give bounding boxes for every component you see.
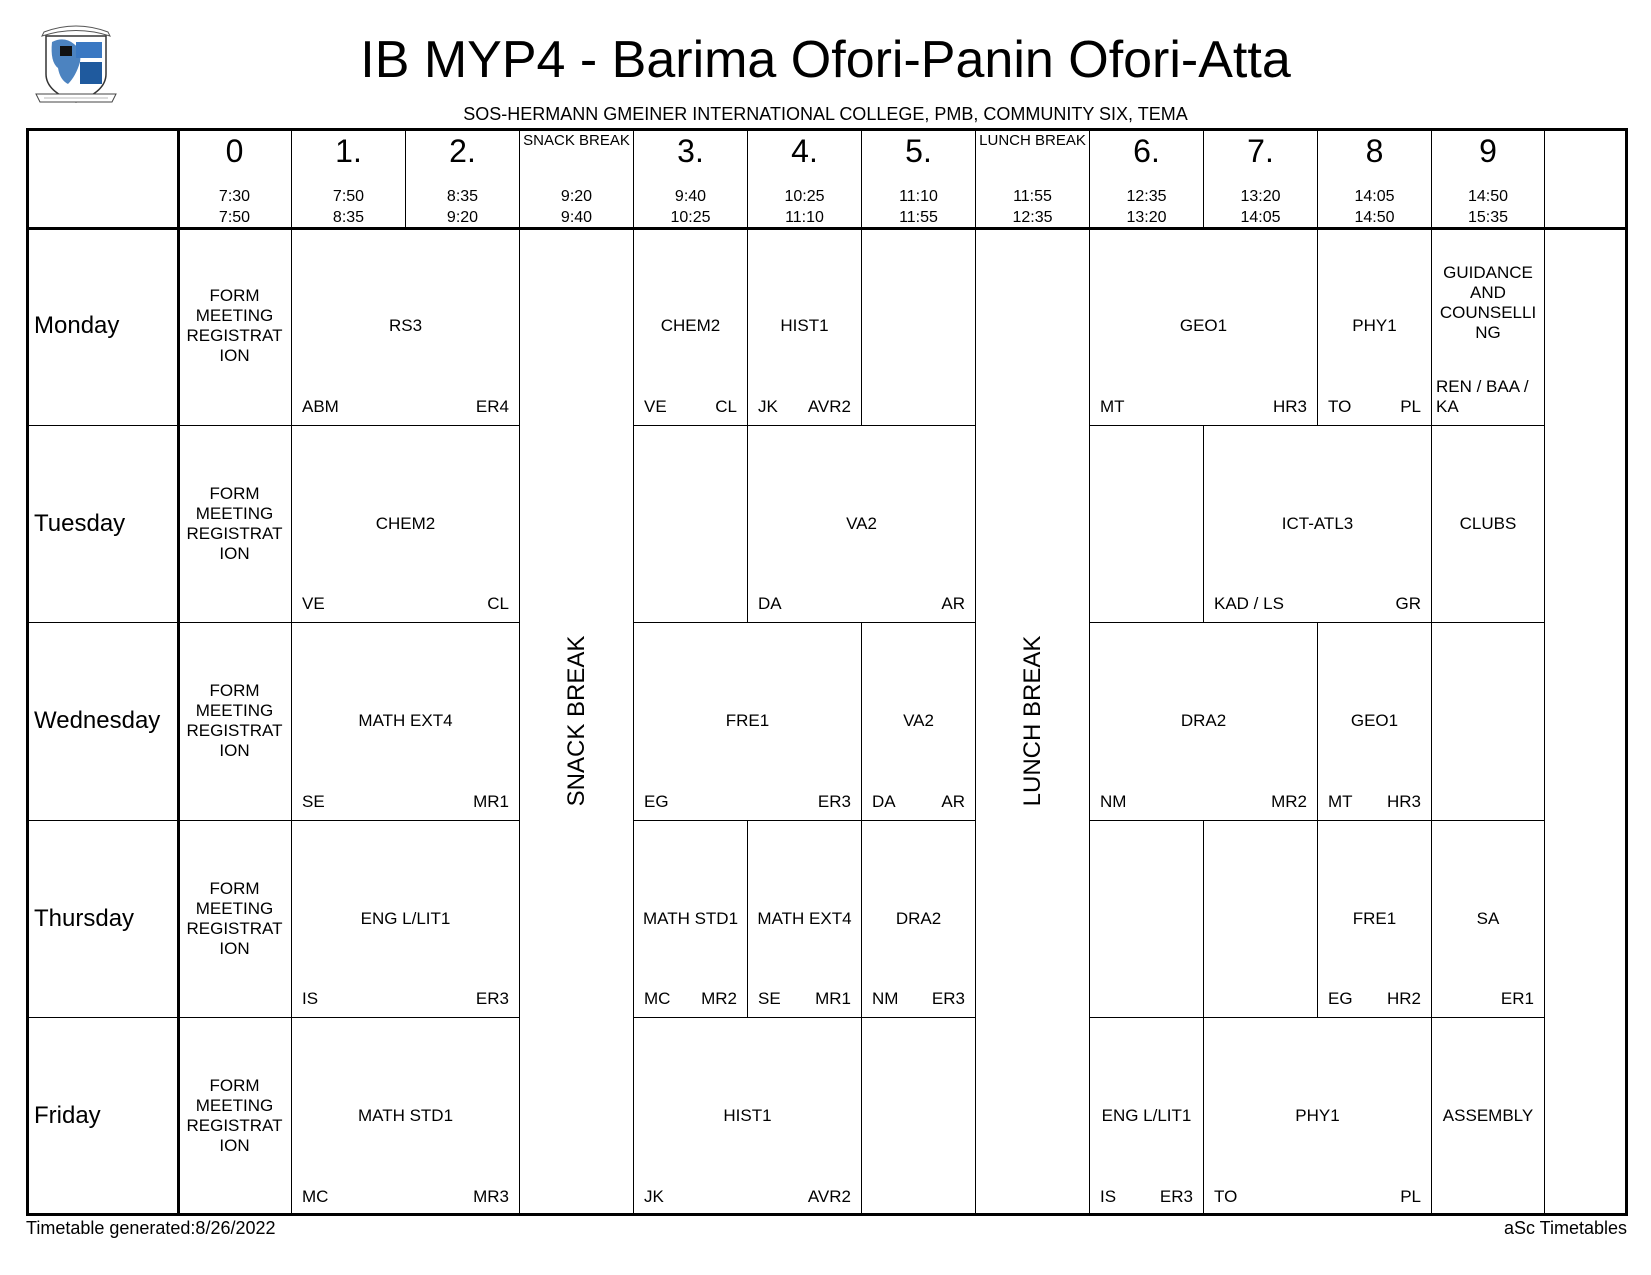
lesson-subject: HIST1 <box>723 1106 772 1126</box>
lesson-cell[interactable] <box>1090 1018 1204 1216</box>
lunch-break-column <box>976 228 1090 1216</box>
lesson-cell[interactable] <box>178 821 292 1019</box>
period-start-time: 14:50 <box>1467 188 1509 205</box>
period-end-time: 13:20 <box>1126 209 1167 226</box>
day-column-divider <box>177 128 180 1216</box>
lesson-cell[interactable] <box>862 623 976 821</box>
lesson-cell[interactable] <box>862 228 976 426</box>
lesson-teacher: NM <box>872 989 899 1008</box>
lesson-room: HR2 <box>1386 989 1421 1008</box>
lesson-room: HR3 <box>1272 396 1307 416</box>
lesson-cell[interactable] <box>1432 623 1545 821</box>
lesson-subject: MATH EXT4 <box>757 908 852 928</box>
lesson-subject: ICT-ATL3 <box>1281 513 1354 533</box>
day-label: Monday <box>34 312 120 340</box>
period-header <box>862 128 976 228</box>
day-row-header <box>26 426 178 624</box>
timetable-grid <box>26 128 1628 1216</box>
lesson-room: MR3 <box>473 1186 509 1206</box>
lesson-teacher: ABM <box>302 396 339 416</box>
period-label: 4. <box>791 133 818 169</box>
period-header <box>1432 128 1545 228</box>
period-time <box>406 186 519 228</box>
lesson-subject: FRE1 <box>1352 908 1397 928</box>
day-label: Thursday <box>34 904 135 932</box>
lesson-room: AVR2 <box>807 396 851 416</box>
lesson-subject: MATH STD1 <box>642 908 739 928</box>
lesson-subject: FORM MEETING REGISTRAT ION <box>186 1076 283 1156</box>
lesson-cell[interactable] <box>1318 623 1432 821</box>
day-row-header <box>26 1018 178 1216</box>
lesson-room: PL <box>1400 396 1421 416</box>
lesson-room: ER3 <box>817 791 851 811</box>
page-title: IB MYP4 - Barima Ofori-Panin Ofori-Atta <box>360 31 1291 89</box>
lesson-cell[interactable] <box>292 426 520 624</box>
lesson-teacher: MT <box>1328 791 1353 811</box>
grid-corner-cell <box>26 128 178 228</box>
lesson-cell[interactable] <box>862 1018 976 1216</box>
period-end-time: 11:10 <box>785 209 824 226</box>
lesson-cell[interactable] <box>1432 228 1545 426</box>
period-header <box>520 128 634 228</box>
period-start-time: 11:55 <box>1013 188 1052 205</box>
lesson-cell[interactable] <box>1432 426 1545 624</box>
period-end-time: 14:05 <box>1240 209 1281 226</box>
lesson-subject: VA2 <box>903 711 934 731</box>
lesson-subject: PHY1 <box>1352 316 1397 336</box>
footer-brand: aSc Timetables <box>1503 1218 1627 1238</box>
lesson-room: HR3 <box>1386 791 1421 811</box>
lesson-subject: FORM MEETING REGISTRAT ION <box>186 286 283 366</box>
period-time <box>1432 186 1544 228</box>
lesson-subject: GEO1 <box>1179 316 1228 336</box>
period-label: 3. <box>677 133 704 169</box>
period-header <box>292 128 406 228</box>
lesson-cell[interactable] <box>634 1018 862 1216</box>
period-start-time: 9:40 <box>674 188 707 205</box>
lesson-subject: CHEM2 <box>375 513 436 533</box>
lesson-subject: SA <box>1476 908 1500 928</box>
period-end-time: 15:35 <box>1467 209 1509 226</box>
lesson-subject: FRE1 <box>725 711 770 731</box>
lesson-cell[interactable] <box>292 623 520 821</box>
lesson-teacher: NM <box>1100 791 1127 811</box>
period-header <box>748 128 862 228</box>
lesson-room: PL <box>1400 1186 1421 1206</box>
lesson-cell[interactable] <box>748 426 976 624</box>
period-start-time: 11:10 <box>899 188 938 205</box>
lesson-subject: CLUBS <box>1459 513 1517 533</box>
lesson-subject: FORM MEETING REGISTRAT ION <box>186 878 283 958</box>
period-time <box>748 186 861 228</box>
period-header <box>1090 128 1204 228</box>
lesson-cell[interactable] <box>1204 426 1432 624</box>
lesson-subject: MATH EXT4 <box>358 711 453 731</box>
lesson-subject: PHY1 <box>1295 1106 1340 1126</box>
period-start-time: 9:20 <box>560 188 593 205</box>
lesson-cell[interactable] <box>1090 821 1204 1019</box>
day-label: Wednesday <box>34 707 161 735</box>
lesson-room: CL <box>487 594 509 613</box>
period-label: 8 <box>1365 133 1384 169</box>
period-header <box>406 128 520 228</box>
lesson-room: MR2 <box>701 989 737 1008</box>
lesson-subject: GUIDANCE AND COUNSELLI NG <box>1439 262 1537 342</box>
lesson-room: MR1 <box>473 791 509 811</box>
lesson-teacher: EG <box>644 791 669 811</box>
lesson-teacher: TO <box>1214 1186 1238 1206</box>
lesson-cell[interactable] <box>1318 228 1432 426</box>
lesson-room: ER4 <box>475 396 509 416</box>
lunch-break-label: LUNCH BREAK <box>1018 635 1046 807</box>
period-header <box>1318 128 1432 228</box>
lesson-room: CL <box>715 396 737 416</box>
lesson-cell[interactable] <box>1432 1018 1545 1216</box>
period-end-time: 14:50 <box>1354 209 1395 226</box>
period-header <box>1204 128 1318 228</box>
lesson-cell[interactable] <box>292 821 520 1019</box>
period-label: 2. <box>449 133 476 169</box>
lesson-room: MR1 <box>815 989 851 1008</box>
lesson-teacher: IS <box>1100 1186 1117 1206</box>
lesson-room: MR2 <box>1271 791 1307 811</box>
lesson-subject: GEO1 <box>1350 711 1399 731</box>
lesson-subject: DRA2 <box>895 908 942 928</box>
lesson-teacher: KAD / LS <box>1214 594 1284 613</box>
lesson-cell[interactable] <box>1090 426 1204 624</box>
period-label: 1. <box>335 133 362 169</box>
period-end-time: 12:35 <box>1012 209 1053 226</box>
lesson-subject: CHEM2 <box>660 316 721 336</box>
lesson-subject: RS3 <box>388 316 423 336</box>
period-header <box>634 128 748 228</box>
period-start-time: 8:35 <box>446 188 479 205</box>
lesson-room: AVR2 <box>807 1186 851 1206</box>
lesson-cell[interactable] <box>748 821 862 1019</box>
period-end-time: 8:35 <box>332 209 365 226</box>
lesson-cell[interactable] <box>634 623 862 821</box>
lesson-room: AR <box>941 791 965 811</box>
lesson-room: ER3 <box>475 989 509 1008</box>
lesson-teacher: EG <box>1328 989 1353 1008</box>
period-time <box>976 186 1089 228</box>
day-label: Friday <box>34 1102 101 1130</box>
day-row-header <box>26 623 178 821</box>
period-header <box>178 128 292 228</box>
lesson-teacher: MT <box>1100 396 1125 416</box>
lesson-cell[interactable] <box>634 228 748 426</box>
lesson-subject: HIST1 <box>780 316 829 336</box>
period-end-time: 10:25 <box>670 209 711 226</box>
period-time <box>178 186 291 228</box>
lesson-teacher: MC <box>302 1186 329 1206</box>
period-end-time: 9:20 <box>446 209 479 226</box>
lesson-cell[interactable] <box>1432 821 1545 1019</box>
lesson-teacher: VE <box>644 396 667 416</box>
lesson-subject: FORM MEETING REGISTRAT ION <box>186 681 283 761</box>
lesson-cell[interactable] <box>1318 821 1432 1019</box>
lesson-teacher: DA <box>872 791 896 811</box>
lesson-room: GR <box>1395 594 1421 613</box>
lesson-cell[interactable] <box>862 821 976 1019</box>
lesson-cell[interactable] <box>748 228 862 426</box>
lesson-subject: VA2 <box>846 513 877 533</box>
lesson-room: ER3 <box>1159 1186 1193 1206</box>
lesson-subject: MATH STD1 <box>357 1106 454 1126</box>
lesson-cell[interactable] <box>178 1018 292 1216</box>
day-row-header <box>26 821 178 1019</box>
period-end-time: 9:40 <box>560 209 593 226</box>
lesson-cell[interactable] <box>292 228 520 426</box>
snack-break-column <box>520 228 634 1216</box>
period-time <box>1204 186 1317 228</box>
period-time <box>1318 186 1431 228</box>
period-time <box>634 186 747 228</box>
lesson-cell[interactable] <box>292 1018 520 1216</box>
lesson-subject: ASSEMBLY <box>1442 1106 1534 1126</box>
lesson-subject: FORM MEETING REGISTRAT ION <box>186 483 283 563</box>
lesson-cell[interactable] <box>634 821 748 1019</box>
lesson-cell[interactable] <box>1204 821 1318 1019</box>
period-label: 7. <box>1247 133 1274 169</box>
day-label: Tuesday <box>34 509 126 537</box>
lesson-teacher: JK <box>758 396 778 416</box>
period-end-time: 11:55 <box>899 209 938 226</box>
lesson-teacher: MC <box>644 989 671 1008</box>
lesson-room: ER1 <box>1500 989 1534 1008</box>
lesson-room: AR <box>941 594 965 613</box>
lesson-cell[interactable] <box>1204 1018 1432 1216</box>
lesson-teacher: DA <box>758 594 782 613</box>
period-start-time: 12:35 <box>1126 188 1167 205</box>
lesson-teacher: TO <box>1328 396 1352 416</box>
lesson-cell[interactable] <box>1090 623 1318 821</box>
lesson-teacher: JK <box>644 1186 664 1206</box>
lesson-subject: ENG L/LIT1 <box>360 908 451 928</box>
day-row-header <box>26 228 178 426</box>
period-time <box>1090 186 1203 228</box>
lesson-teacher: SE <box>758 989 781 1008</box>
period-start-time: 7:30 <box>218 188 251 205</box>
lesson-cell[interactable] <box>178 228 292 426</box>
lesson-room: ER3 <box>931 989 965 1008</box>
header-divider <box>26 227 1628 230</box>
school-subtitle: SOS-HERMANN GMEINER INTERNATIONAL COLLEGE, PMB, COMMUNITY SIX, TEMA <box>463 104 1188 124</box>
period-start-time: 10:25 <box>784 188 825 205</box>
period-label: LUNCH BREAK <box>979 132 1086 149</box>
period-header <box>976 128 1090 228</box>
period-label: SNACK BREAK <box>523 132 630 149</box>
lesson-teacher: VE <box>302 594 325 613</box>
lesson-subject: DRA2 <box>1180 711 1227 731</box>
lesson-teacher: REN / BAA / KA <box>1436 376 1529 416</box>
period-label: 9 <box>1479 133 1497 169</box>
lesson-teacher: IS <box>302 989 319 1008</box>
period-time <box>862 186 975 228</box>
timetable-generated-date: Timetable generated:8/26/2022 <box>26 1218 276 1238</box>
lesson-cell[interactable] <box>634 426 748 624</box>
lesson-teacher: SE <box>302 791 325 811</box>
lesson-cell[interactable] <box>178 623 292 821</box>
period-label: 6. <box>1133 133 1160 169</box>
period-label: 5. <box>905 133 932 169</box>
lesson-subject: ENG L/LIT1 <box>1101 1106 1192 1126</box>
period-start-time: 7:50 <box>332 188 365 205</box>
period-label: 0 <box>225 133 244 169</box>
lesson-cell[interactable] <box>1090 228 1318 426</box>
snack-break-label: SNACK BREAK <box>562 635 590 807</box>
period-start-time: 14:05 <box>1354 188 1395 205</box>
period-time <box>292 186 405 228</box>
period-end-time: 7:50 <box>218 209 251 226</box>
lesson-cell[interactable] <box>178 426 292 624</box>
period-start-time: 13:20 <box>1240 188 1281 205</box>
period-time <box>520 186 633 228</box>
